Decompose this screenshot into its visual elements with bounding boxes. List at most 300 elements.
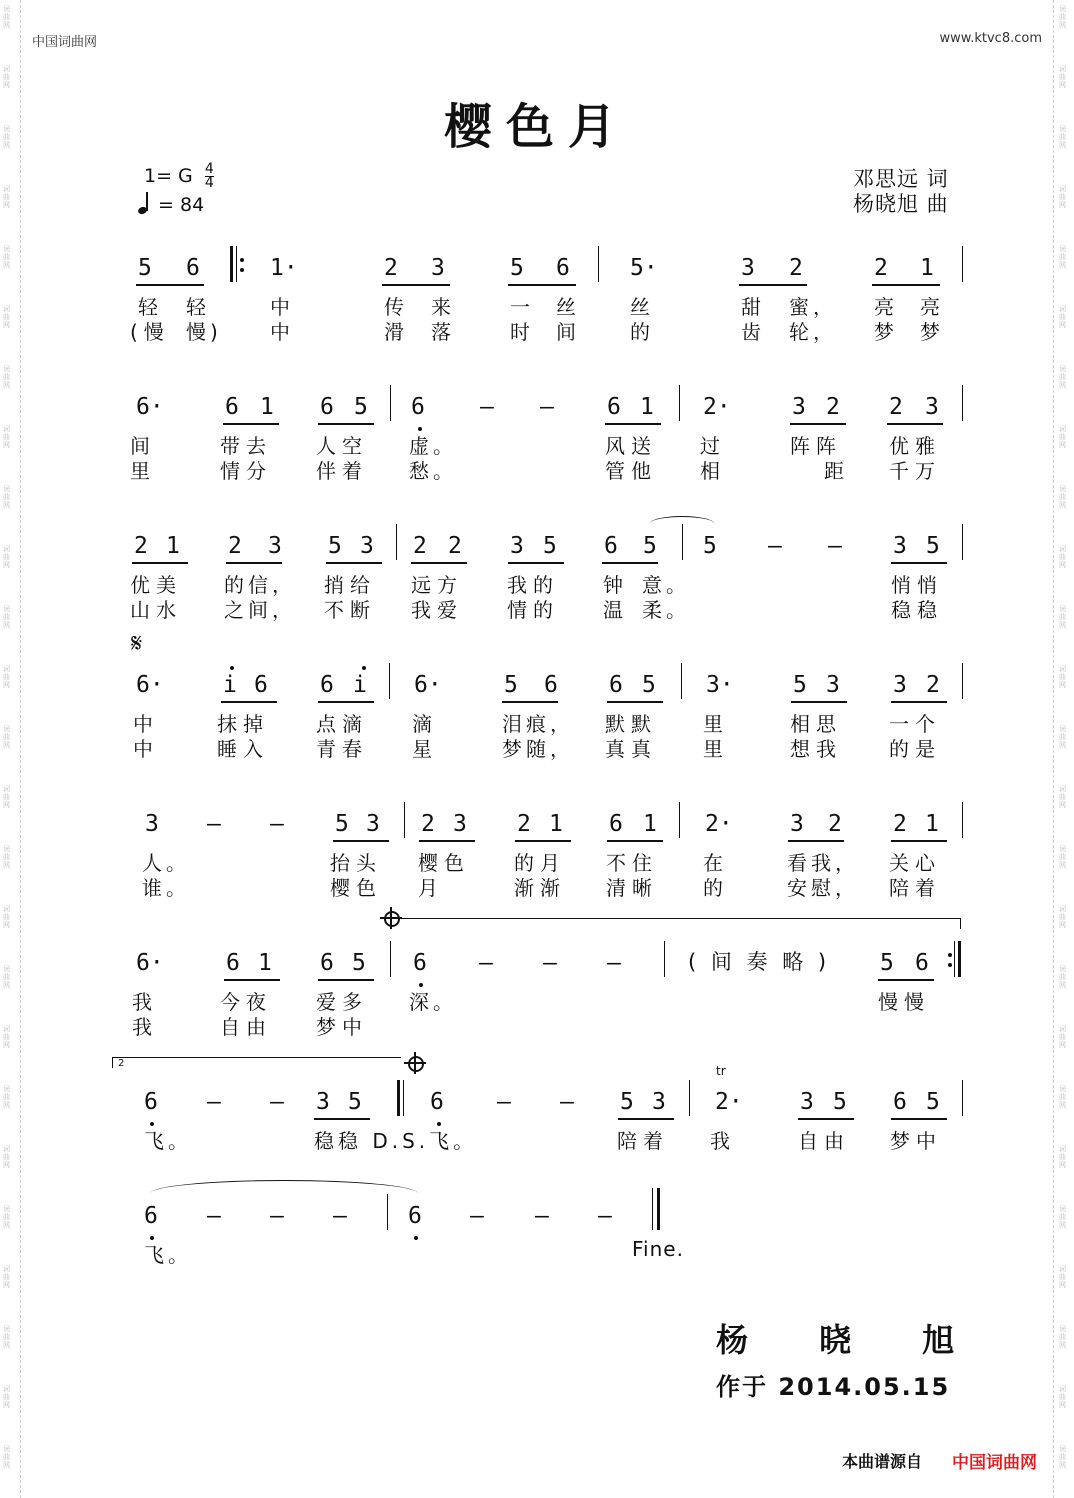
note: 5 (543, 533, 557, 559)
lyric-verse-1: 捎给 (324, 573, 376, 597)
note: 2 (384, 255, 398, 281)
note: 6 (609, 811, 623, 837)
eighth-underline (891, 1118, 947, 1120)
note: 6 (607, 394, 621, 420)
note: 6 (609, 672, 623, 698)
lyric-verse-2: 自由 (220, 1015, 272, 1039)
lyric-verse-2: 梦随， (502, 737, 574, 761)
lyric-verse-2: 中 (133, 737, 157, 761)
bar-line (679, 385, 680, 421)
eighth-underline (318, 423, 374, 425)
lyric-verse-1: 钟 (603, 573, 627, 597)
eighth-underline (502, 701, 558, 703)
lyric-verse-1: 中 (133, 712, 157, 736)
lyric-verse-1: 泪痕， (502, 712, 574, 736)
note: 6 (430, 1089, 444, 1115)
note: 3 (431, 255, 445, 281)
note: 3 (145, 811, 159, 837)
lyric-verse-1: 人空 (316, 434, 368, 458)
coda-line (394, 918, 961, 929)
lyric-verse-1: 的月 (514, 851, 566, 875)
eighth-underline (891, 701, 947, 703)
watermark-mark: 词曲网 (1059, 65, 1066, 89)
watermark-mark: 词曲网 (3, 605, 10, 629)
bar-line (962, 246, 963, 282)
eighth-underline (739, 284, 807, 286)
note: 6 (320, 394, 334, 420)
lyric-verse-1: 关心 (889, 851, 941, 875)
volta-2-bracket (112, 1057, 401, 1068)
lyric-verse-2: 轮， (789, 320, 837, 344)
repeat-dot (240, 268, 244, 272)
note: 3 (826, 672, 840, 698)
lyric-verse-1: 悄悄 (891, 573, 943, 597)
lyric-verse-2: 梦 (874, 320, 898, 344)
note: — (470, 1203, 484, 1229)
lyric-verse-2: 青春 (316, 737, 368, 761)
lyric-verse-2: 陪着 (889, 876, 941, 900)
watermark-mark: 词曲网 (3, 785, 10, 809)
note: 5 (504, 672, 518, 698)
eighth-underline (419, 840, 475, 842)
note: — (598, 1203, 612, 1229)
note: — (540, 394, 554, 420)
fine-marking: Fine. (632, 1237, 684, 1261)
note: — (333, 1203, 347, 1229)
lyric-verse-1: 甜 (741, 295, 765, 319)
lyric-verse-2: 间 (556, 320, 580, 344)
watermark-mark: 词曲网 (3, 665, 10, 689)
source-label: 本曲谱源自 (842, 1452, 923, 1471)
lyric-verse-1: 自由 (798, 1129, 850, 1153)
repeat-end-thick (958, 941, 961, 977)
low-octave-dot (414, 1236, 418, 1240)
watermark-mark: 词曲网 (3, 1385, 10, 1409)
note: 2 (826, 394, 840, 420)
note: 6 (226, 950, 240, 976)
watermark-mark: 词曲网 (1059, 785, 1066, 809)
bar-line (962, 385, 963, 421)
note: 5 (642, 672, 656, 698)
bar-line (962, 802, 963, 838)
lyric-verse-1: 我 (710, 1129, 734, 1153)
note: 6 (544, 672, 558, 698)
site-name-left: 中国词曲网 (32, 35, 98, 50)
song-title: 樱色月 (443, 99, 630, 155)
lyric-verse-1: 的信， (224, 573, 296, 597)
note: 3 (360, 533, 374, 559)
note: 2· (715, 1089, 743, 1115)
watermark-mark: 词曲网 (3, 1085, 10, 1109)
low-octave-dot (419, 983, 423, 987)
bar-line (396, 524, 397, 560)
watermark-mark: 词曲网 (1059, 1445, 1066, 1469)
note: 6· (414, 672, 442, 698)
note: 6 (556, 255, 570, 281)
note: 2 (893, 811, 907, 837)
repeat-dot (240, 258, 244, 262)
watermark-mark: 词曲网 (3, 5, 10, 29)
note: 3 (741, 255, 755, 281)
note: 2 (448, 533, 462, 559)
note: 6 (225, 394, 239, 420)
note: 5 (793, 672, 807, 698)
watermark-mark: 词曲网 (3, 305, 10, 329)
lyric-verse-2: 星 (412, 737, 436, 761)
note: — (560, 1089, 574, 1115)
watermark-mark: 词曲网 (1059, 1085, 1066, 1109)
lyric-verse-1: 一个 (889, 712, 941, 736)
note: 1 (166, 533, 180, 559)
eighth-underline (607, 840, 663, 842)
lyric-verse-1: 滴 (412, 712, 436, 736)
watermark-mark: 词曲网 (3, 1145, 10, 1169)
eighth-underline (515, 840, 571, 842)
note: 5 (328, 533, 342, 559)
eighth-underline (887, 423, 943, 425)
lyric-verse-1: 蜜， (789, 295, 837, 319)
eighth-underline (508, 284, 576, 286)
bar-line (962, 1080, 963, 1116)
repeat-end-thin (954, 941, 955, 977)
watermark-mark: 词曲网 (1059, 365, 1066, 389)
eighth-underline (132, 562, 188, 564)
note: — (497, 1089, 511, 1115)
watermark-mark: 词曲网 (1059, 425, 1066, 449)
lyric-verse-2: 柔。 (642, 598, 690, 622)
lyric-verse-2: 里 (130, 459, 154, 483)
coda-icon (380, 907, 402, 929)
watermark-mark: 词曲网 (3, 1265, 10, 1289)
note: — (480, 394, 494, 420)
note: 5 (620, 1089, 634, 1115)
note: 5 (354, 394, 368, 420)
watermark-mark: 词曲网 (3, 1025, 10, 1049)
high-octave-dot (230, 666, 234, 670)
lyric-verse-1: 远方 (411, 573, 463, 597)
lyric-verse-2: 清晰 (606, 876, 658, 900)
note: 5 (880, 950, 894, 976)
note: — (270, 1089, 284, 1115)
lyric-verse-1: 里 (703, 712, 727, 736)
low-octave-dot (150, 1122, 154, 1126)
lyric-verse-1: 深。 (409, 990, 457, 1014)
lyric-verse-2: 真真 (605, 737, 657, 761)
eighth-underline (872, 284, 940, 286)
lyric-verse-2: 谁。 (142, 876, 190, 900)
note: 2 (926, 672, 940, 698)
note: 2 (134, 533, 148, 559)
note: 3 (925, 394, 939, 420)
lyric-verse-1: 今夜 (220, 990, 272, 1014)
lyric-verse-1: 抬头 (330, 851, 382, 875)
note: 3 (790, 811, 804, 837)
note: 6 (144, 1089, 158, 1115)
lyric-verse-2: 梦中 (316, 1015, 368, 1039)
lyric-verse-1: 陪着 (617, 1129, 669, 1153)
lyric-verse-1: 来 (431, 295, 455, 319)
composer-credit: 杨晓旭 曲 (853, 192, 949, 216)
eighth-underline (226, 562, 282, 564)
note: 3 (453, 811, 467, 837)
signature-name: 杨 晓 旭 (716, 1321, 985, 1359)
lyric-verse-1: 梦中 (890, 1129, 942, 1153)
note: 3 (510, 533, 524, 559)
eighth-underline (891, 840, 947, 842)
lyricist-credit: 邓思远 词 (853, 167, 949, 191)
eighth-underline (318, 979, 374, 981)
slur-arc (650, 516, 714, 531)
note: — (535, 1203, 549, 1229)
lyric-verse-2: 愁。 (409, 459, 457, 483)
eighth-underline (223, 423, 279, 425)
note: 2 (421, 811, 435, 837)
note: 6 (411, 394, 425, 420)
lyric-verse-1: 中 (270, 295, 294, 319)
note: 6 (915, 950, 929, 976)
bar-line (404, 802, 405, 838)
quarter-note-icon (138, 192, 152, 214)
note: 5 (348, 1089, 362, 1115)
key-label: 1= G (144, 165, 193, 187)
note: 1 (258, 950, 272, 976)
lyric-verse-2: 稳稳 (891, 598, 943, 622)
lyric-verse-2: 的是 (889, 737, 941, 761)
note: — (270, 811, 284, 837)
eighth-underline (878, 979, 934, 981)
low-octave-dot (150, 1236, 154, 1240)
note: 1 (925, 811, 939, 837)
coda-icon (404, 1052, 426, 1074)
site-url-right: www.ktvc8.com (939, 31, 1042, 46)
note: — (270, 1203, 284, 1229)
time-sig-top: 4 (204, 161, 214, 177)
note: 3 (366, 811, 380, 837)
bar-line (598, 246, 599, 282)
double-bar-thick (397, 1080, 400, 1116)
lyric-verse-2: 渐渐 (514, 876, 566, 900)
tempo-value: = 84 (158, 194, 205, 216)
note: 1 (549, 811, 563, 837)
lyric-verse-2: 之间， (224, 598, 296, 622)
watermark-mark: 词曲网 (1059, 1385, 1066, 1409)
lyric-verse-2: 想我 (790, 737, 842, 761)
note: 3 (268, 533, 282, 559)
watermark-mark: 词曲网 (1059, 605, 1066, 629)
note: 2 (228, 533, 242, 559)
watermark-mark: 词曲网 (3, 245, 10, 269)
lyric-verse-1: 轻 (138, 295, 162, 319)
lyric-verse-1: 传 (384, 295, 408, 319)
lyric-verse-2: 距 (824, 459, 848, 483)
note: — (207, 811, 221, 837)
note: 6· (136, 950, 164, 976)
eighth-underline (602, 562, 658, 564)
bar-line (681, 663, 682, 699)
tempo-marking (138, 192, 204, 216)
note: — (207, 1203, 221, 1229)
watermark-mark: 词曲网 (1059, 1325, 1066, 1349)
note: 6 (893, 1089, 907, 1115)
watermark-mark: 词曲网 (1059, 485, 1066, 509)
note: 1 (640, 394, 654, 420)
eighth-underline (508, 562, 564, 564)
note: 5 (833, 1089, 847, 1115)
low-octave-dot (437, 1122, 441, 1126)
volta-2-number: 2 (118, 1058, 125, 1069)
lyric-verse-1: 默默 (605, 712, 657, 736)
watermark-mark: 词曲网 (1059, 905, 1066, 929)
lyric-verse-2: 伴着 (316, 459, 368, 483)
lyric-verse-1: 相思 (790, 712, 842, 736)
note: 2· (703, 394, 731, 420)
repeat-start-thick (230, 246, 233, 282)
segno-icon: 𝄋 (131, 629, 143, 659)
note: 3 (893, 533, 907, 559)
note: — (607, 950, 621, 976)
note: — (543, 950, 557, 976)
lyric-verse-2: 情的 (507, 598, 559, 622)
watermark-mark: 词曲网 (3, 125, 10, 149)
eighth-underline (607, 701, 663, 703)
repeat-start-thin (236, 246, 237, 282)
lyric-verse-1: 稳稳 D.S.飞。 (314, 1129, 478, 1153)
bar-line (962, 524, 963, 560)
lyric-verse-2: 情分 (220, 459, 272, 483)
lyric-verse-1: 人。 (142, 851, 190, 875)
note: 3 (893, 672, 907, 698)
watermark-mark: 词曲网 (3, 845, 10, 869)
watermark-mark: 词曲网 (1059, 185, 1066, 209)
note: 5 (352, 950, 366, 976)
note: 3 (792, 394, 806, 420)
lyric-verse-1: 优美 (130, 573, 182, 597)
lyric-verse-1: 飞。 (144, 1129, 192, 1153)
lyric-verse-2: 千万 (889, 459, 941, 483)
bar-line (389, 663, 390, 699)
note: 5 (926, 533, 940, 559)
lyric-verse-1: 轻 (186, 295, 210, 319)
note: 2 (828, 811, 842, 837)
note: — (768, 533, 782, 559)
watermark-mark: 词曲网 (1059, 545, 1066, 569)
note: 5 (510, 255, 524, 281)
lyric-verse-1: 意。 (642, 573, 690, 597)
note: 6 (413, 950, 427, 976)
watermark-mark: 词曲网 (3, 905, 10, 929)
watermark-mark: 词曲网 (1059, 1205, 1066, 1229)
lyric-verse-2: 的 (630, 320, 654, 344)
note: 2 (874, 255, 888, 281)
lyric-verse-2: 里 (703, 737, 727, 761)
eighth-underline (618, 1118, 674, 1120)
lyric-verse-1: 飞。 (144, 1243, 192, 1267)
note: 5· (630, 255, 658, 281)
watermark-mark: 词曲网 (1059, 305, 1066, 329)
bar-line (962, 663, 963, 699)
note: 3· (706, 672, 734, 698)
lyric-verse-1: 间 (130, 434, 154, 458)
signature-date: 作于 2014.05.15 (716, 1373, 951, 1401)
watermark-mark: 词曲网 (3, 185, 10, 209)
watermark-mark: 词曲网 (1059, 845, 1066, 869)
lyric-verse-2: 慢) (186, 320, 222, 344)
bar-line (664, 941, 665, 977)
lyric-verse-2: 睡入 (217, 737, 269, 761)
note: 1 (260, 394, 274, 420)
watermark-mark: 词曲网 (1059, 665, 1066, 689)
lyric-verse-1: 我的 (507, 573, 559, 597)
lyric-verse-2: 管他 (605, 459, 657, 483)
eighth-underline (788, 840, 844, 842)
note: — (207, 1089, 221, 1115)
watermark-mark: 词曲网 (3, 965, 10, 989)
eighth-underline (136, 284, 204, 286)
watermark-mark: 词曲网 (3, 425, 10, 449)
lyric-verse-1: 慢慢 (878, 990, 930, 1014)
source-site-link[interactable]: 中国词曲网 (952, 1453, 1037, 1473)
lyric-verse-1: 虚。 (409, 434, 457, 458)
note: 6· (136, 394, 164, 420)
lyric-verse-1: 点滴 (316, 712, 368, 736)
lyric-verse-2: 樱色 (330, 876, 382, 900)
tie-arc (150, 1180, 418, 1207)
note: 2 (789, 255, 803, 281)
note: — (479, 950, 493, 976)
note: 6 (604, 533, 618, 559)
watermark-mark: 词曲网 (3, 725, 10, 749)
lyric-verse-1: 看我， (787, 851, 859, 875)
high-octave-dot (362, 666, 366, 670)
eighth-underline (798, 1118, 854, 1120)
note: 6 (144, 1203, 158, 1229)
lyric-verse-2: 山水 (130, 598, 182, 622)
note: 3 (316, 1089, 330, 1115)
note: 6 (186, 255, 200, 281)
note: 6 (320, 672, 334, 698)
note: 5 (335, 811, 349, 837)
watermark-mark: 词曲网 (1059, 5, 1066, 29)
lyric-verse-1: 优雅 (889, 434, 941, 458)
lyric-verse-2: 温 (603, 598, 627, 622)
trill-mark: tr (716, 1064, 726, 1078)
note: 1· (270, 255, 298, 281)
key-signature (144, 163, 214, 190)
note: 2· (705, 811, 733, 837)
lyric-verse-1: 丝 (630, 295, 654, 319)
note: 6· (136, 672, 164, 698)
lyric-verse-1: 过 (700, 434, 724, 458)
note: 2 (413, 533, 427, 559)
lyric-verse-1: 一 (510, 295, 534, 319)
lyric-verse-1: 我 (132, 990, 156, 1014)
note: 3 (800, 1089, 814, 1115)
time-sig-bottom: 4 (204, 175, 214, 191)
lyric-verse-2: 的 (703, 876, 727, 900)
eighth-underline (411, 562, 467, 564)
bar-line (390, 941, 391, 977)
eighth-underline (314, 1118, 370, 1120)
watermark-mark: 词曲网 (1059, 1265, 1066, 1289)
note: 5 (643, 533, 657, 559)
eighth-underline (382, 284, 450, 286)
time-signature (205, 163, 214, 190)
note: 6 (254, 672, 268, 698)
lyric-verse-1: 亮 (920, 295, 944, 319)
eighth-underline (791, 701, 847, 703)
lyric-verse-2: 中 (270, 320, 294, 344)
lyric-verse-2: 落 (431, 320, 455, 344)
